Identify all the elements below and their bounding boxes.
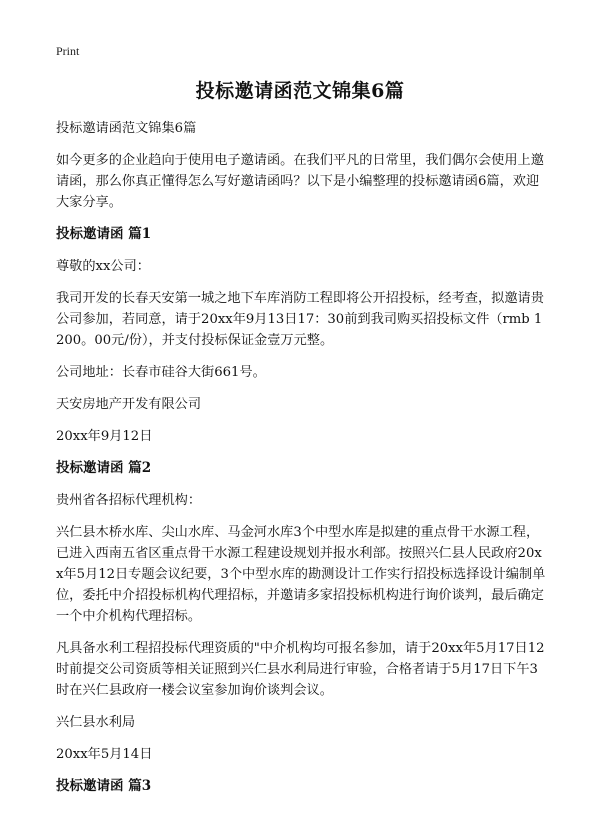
- section-2-body: 兴仁县木桥水库、尖山水库、马金河水库3个中型水库是拟建的重点骨干水源工程，已进入西南五省区重点骨干水源工程建设规划并报水利部。按照兴仁县人民政府20xx年5月12日专题会议纪要，3个中型水库的勘测设计工作实行招投标选择设计编制单位，委托中介招投标机构代理招标，并邀请多家招投标机构进行询价谈判，最后确定一个中介机构代理招标。: [56, 525, 546, 624]
- section-heading-1: 投标邀请函 篇1: [56, 226, 152, 242]
- section-1-salutation: 尊敬的xx公司：: [56, 259, 150, 274]
- document-subtitle: 投标邀请函范文锦集6篇: [56, 121, 197, 136]
- section-heading-3: 投标邀请函 篇3: [56, 778, 152, 794]
- section-2-date: 20xx年5月14日: [56, 747, 153, 762]
- section-1-date: 20xx年9月12日: [56, 429, 153, 444]
- section-1-body: 我司开发的长春天安第一城之地下车库消防工程即将公开招投标，经考查，拟邀请贵公司参加，若同意，请于20xx年9月13日17：30前到我司购买招投标文件（rmb 1200。00元/份），并支付投标保证金壹万元整。: [56, 291, 544, 348]
- section-2-notice: 凡具备水利工程招投标代理资质的"中介机构均可报名参加，请于20xx年5月17日12时前提交公司资质等相关证照到兴仁县水利局进行审验，合格者请于5月17日下午3时在兴仁县政府一楼会议室参加询价谈判会议。: [56, 641, 545, 698]
- intro-paragraph: 如今更多的企业趋向于使用电子邀请函。在我们平凡的日常里，我们偶尔会使用上邀请函，那么你真正懂得怎么写好邀请函吗？以下是小编整理的投标邀请函6篇，欢迎大家分享。: [56, 153, 544, 210]
- section-1-address: 公司地址：长春市硅谷大街661号。: [56, 365, 266, 380]
- page-title: 投标邀请函范文锦集6篇: [195, 80, 405, 102]
- section-heading-2: 投标邀请函 篇2: [56, 460, 152, 476]
- section-2-salutation: 贵州省各招标代理机构：: [56, 493, 202, 508]
- section-1-signature: 天安房地产开发有限公司: [56, 397, 202, 412]
- document-content: [56, 118, 548, 808]
- section-2-signature: 兴仁县水利局: [56, 715, 136, 730]
- print-link[interactable]: Print: [56, 44, 80, 58]
